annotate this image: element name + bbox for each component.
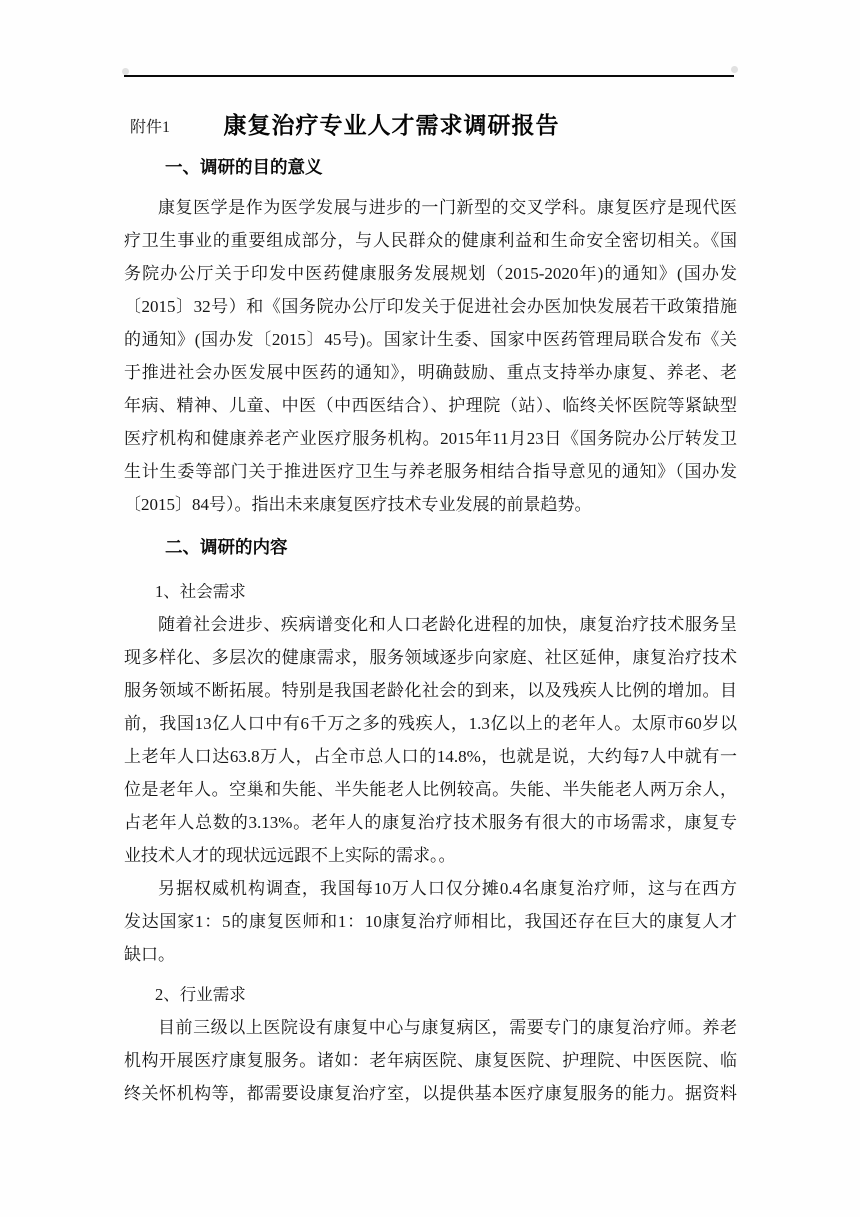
paragraph-line: 医疗机构和健康养老产业医疗服务机构。2015年11月23日《国务院办公厅转发卫 (124, 429, 737, 448)
paragraph-purpose (124, 191, 737, 521)
paragraph-line: 终关怀机构等，都需要设康复治疗室，以提供基本医疗康复服务的能力。据资料 (124, 1084, 737, 1103)
paragraph-line: 发达国家1：5的康复医师和1：10康复治疗师相比，我国还存在巨大的康复人才 (124, 912, 737, 931)
paragraph-line: 占老年人总数的3.13%。老年人的康复治疗技术服务有很大的市场需求，康复专 (124, 813, 737, 832)
paragraph-line: 前，我国13亿人口中有6千万之多的残疾人，1.3亿以上的老年人。太原市60岁以 (124, 714, 737, 733)
attachment-label: 附件1 (130, 119, 171, 136)
paragraph-line: 年病、精神、儿童、中医（中西医结合）、护理院（站）、临终关怀医院等紧缺型 (124, 396, 737, 415)
paragraph-line: 服务领域不断拓展。特别是我国老龄化社会的到来，以及残疾人比例的增加。目 (124, 681, 737, 700)
section-heading-1: 一、调研的目的意义 (165, 157, 323, 177)
paragraph-line: 随着社会进步、疾病谱变化和人口老龄化进程的加快，康复治疗技术服务呈 (158, 615, 737, 634)
paragraph-line: 机构开展医疗康复服务。诸如：老年病医院、康复医院、护理院、中医医院、临 (124, 1051, 737, 1070)
document-title: 康复治疗专业人才需求调研报告 (223, 112, 560, 138)
header-rule (124, 75, 734, 77)
paragraph-industry-demand (124, 1011, 737, 1110)
sub-heading-social-demand: 1、社会需求 (155, 582, 246, 601)
paragraph-line: 位是老年人。空巢和失能、半失能老人比例较高。失能、半失能老人两万余人， (124, 780, 737, 799)
paragraph-line: 生计生委等部门关于推进医疗卫生与养老服务相结合指导意见的通知》（国办发 (124, 462, 737, 481)
section-heading-2: 二、调研的内容 (165, 537, 288, 557)
paragraph-social-demand (124, 608, 737, 872)
paragraph-line: 康复医学是作为医学发展与进步的一门新型的交叉学科。康复医疗是现代医 (158, 198, 737, 217)
paragraph-line: 缺口。 (124, 945, 175, 964)
paragraph-line: 〔2015〕84号）。指出未来康复医疗技术专业发展的前景趋势。 (124, 495, 592, 514)
sub-heading-industry-demand: 2、行业需求 (155, 985, 246, 1004)
paragraph-line: 的通知》(国办发〔2015〕45号)。国家计生委、国家中医药管理局联合发布《关 (124, 330, 737, 349)
paragraph-therapist-gap (124, 872, 737, 971)
title-row (124, 110, 737, 141)
paragraph-line: 上老年人口达63.8万人，占全市总人口的14.8%，也就是说，大约每7人中就有一 (124, 747, 737, 766)
document-content (124, 0, 737, 1110)
paragraph-line: 疗卫生事业的重要组成部分，与人民群众的健康利益和生命安全密切相关。《国 (124, 231, 737, 250)
paragraph-line: 目前三级以上医院设有康复中心与康复病区，需要专门的康复治疗师。养老 (158, 1018, 737, 1037)
paragraph-line: 现多样化、多层次的健康需求，服务领域逐步向家庭、社区延伸，康复治疗技术 (124, 648, 737, 667)
paragraph-line: 务院办公厅关于印发中医药健康服务发展规划（2015-2020年)的通知》(国办发 (124, 264, 737, 283)
paragraph-line: 于推进社会办医发展中医药的通知》，明确鼓励、重点支持举办康复、养老、老 (124, 363, 737, 382)
paragraph-line: 〔2015〕32号）和《国务院办公厅印发关于促进社会办医加快发展若干政策措施 (124, 297, 737, 316)
paragraph-line: 业技术人才的现状远远跟不上实际的需求。。 (124, 846, 456, 865)
paragraph-line: 另据权威机构调查，我国每10万人口仅分摊0.4名康复治疗师，这与在西方 (158, 879, 737, 898)
